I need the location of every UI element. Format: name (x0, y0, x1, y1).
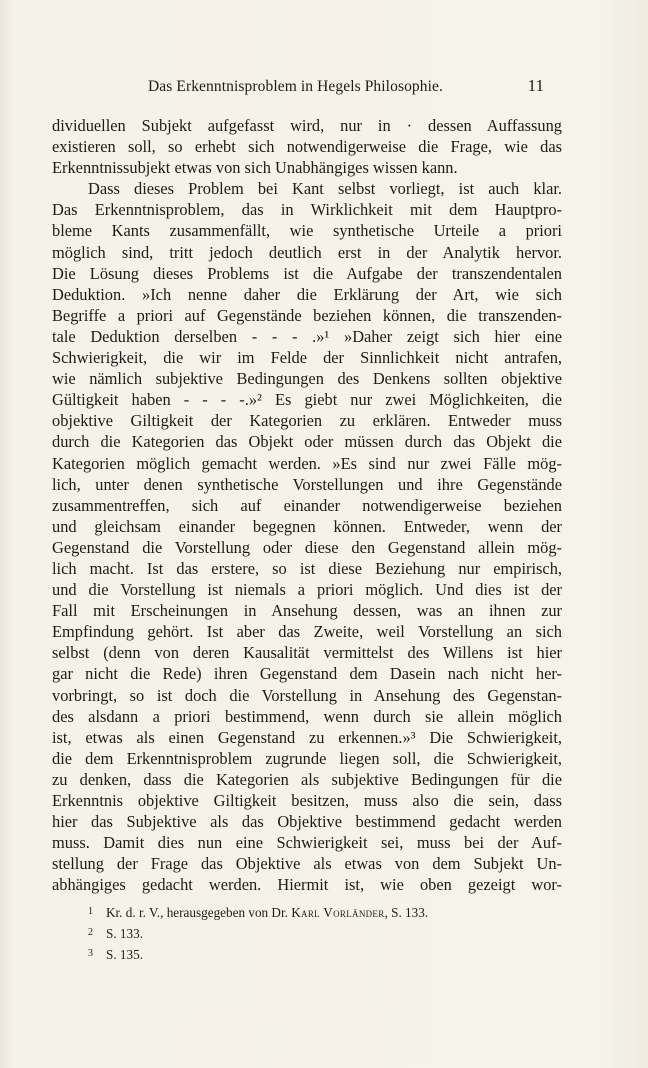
text-line: und die Vorstellung ist niemals a priori möglich. Und dies ist der (52, 580, 562, 600)
text-line: ist, etwas als einen Gegenstand zu erkennen.»³ Die Schwierigkeit, (52, 727, 562, 747)
text-line: tale Deduktion derselben - - - .»¹ »Daher zeigt sich hier eine (52, 326, 562, 346)
text-line: Empfindung gehört. Ist aber das Zweite, weil Vorstellung an sich (52, 622, 562, 642)
footnote-text-end: , S. 133. (384, 905, 429, 920)
footnote-author: Karl Vorländer (291, 905, 385, 920)
text-line: Das Erkenntnisproblem, das in Wirklichkeit mit dem Hauptpro- (52, 200, 562, 220)
text-line: Dass dieses Problem bei Kant selbst vorliegt, ist auch klar. (88, 179, 562, 199)
footnote (88, 902, 548, 923)
footnote-text: S. 133. (106, 926, 144, 941)
text-line: und gleichsam einander begegnen können. Entweder, wenn der (52, 516, 562, 536)
text-line: des alsdann a priori bestimmend, wenn durch sie allein möglich (52, 706, 562, 726)
text-line: zu denken, dass die Kategorien als subjektive Bedingungen für die (52, 769, 562, 789)
text-line: gar nicht die Rede) ihren Gegenstand dem Dasein nach nicht her- (52, 664, 562, 684)
text-line: durch die Kategorien das Objekt oder müssen durch das Objekt die (52, 432, 562, 452)
text-line: stellung der Frage das Objektive als etwas von dem Subjekt Un- (52, 854, 562, 874)
text-line: Fall mit Erscheinungen in Ansehung dessen, was an ihnen zur (52, 601, 562, 621)
text-line: hier das Subjektive als das Objektive bestimmend gedacht werden (52, 812, 562, 832)
text-line: selbst (denn von deren Kausalität vermittelst des Willens ist hier (52, 643, 562, 663)
text-line: Schwierigkeit, die wir im Felde der Sinnlichkeit nicht antrafen, (52, 348, 562, 368)
text-line: Begriffe a priori auf Gegenstände beziehen können, die transzenden- (52, 305, 562, 325)
text-line: Gegenstand die Vorstellung oder diese den Gegenstand allein mög- (52, 537, 562, 557)
page-number: 11 (527, 76, 544, 95)
text-line: Deduktion. »Ich nenne daher die Erklärung der Art, wie sich (52, 284, 562, 304)
text-line: dividuellen Subjekt aufgefasst wird, nur in · dessen Auffassung (52, 116, 562, 135)
footnote-mark: 3 (88, 948, 93, 959)
text-line: lich, unter denen synthetische Vorstellungen und ihre Gegenstände (52, 474, 562, 494)
running-head (52, 76, 544, 100)
text-line: zusammentreffen, sich auf einander notwendigerweise beziehen (52, 495, 562, 515)
text-line: lich macht. Ist das erstere, so ist diese Beziehung nur empirisch, (52, 558, 562, 578)
text-line: Kategorien möglich gemacht werden. »Es sind nur zwei Fälle mög- (52, 453, 562, 473)
footnotes (88, 902, 548, 965)
text-line: Erkenntnissubjekt etwas von sich Unabhängiges wissen kann. (52, 158, 458, 178)
text-line: vorbringt, so ist doch die Vorstellung in Ansehung des Gegenstan- (52, 685, 562, 705)
footnote (88, 944, 548, 965)
footnote-text: Kr. d. r. V., herausgegeben von Dr. (106, 905, 292, 920)
text-line: existieren soll, so erhebt sich notwendigerweise die Frage, wie das (52, 137, 562, 157)
text-line: abhängiges gedacht werden. Hiermit ist, wie oben gezeigt wor- (52, 875, 562, 895)
text-line: Gültigkeit haben - - - -.»² Es giebt nur zwei Möglichkeiten, die (52, 390, 562, 410)
footnote-mark: 1 (88, 906, 93, 917)
text-line: objektive Giltigkeit der Kategorien zu erklären. Entweder muss (52, 411, 562, 431)
text-line: die dem Erkenntnisproblem zugrunde liegen soll, die Schwierigkeit, (52, 748, 562, 768)
footnote-text: S. 135. (106, 947, 144, 962)
text-line: wie nämlich subjektive Bedingungen des Denkens sollten objektive (52, 369, 562, 389)
text-line: Die Lösung dieses Problems ist die Aufgabe der transzendentalen (52, 263, 562, 283)
text-line: möglich sind, tritt jedoch deutlich erst in der Analytik hervor. (52, 242, 562, 262)
running-title: Das Erkenntnisproblem in Hegels Philosophie. (148, 78, 443, 95)
footnote-mark: 2 (88, 927, 93, 938)
footnote (88, 923, 548, 944)
text-line: bleme Kants zusammenfällt, wie synthetische Urteile a priori (52, 221, 562, 241)
text-line: muss. Damit dies nun eine Schwierigkeit sei, muss bei der Auf- (52, 833, 562, 853)
text-line: Erkenntnis objektive Giltigkeit besitzen, muss also die sein, dass (52, 791, 562, 810)
body-text (52, 115, 562, 895)
